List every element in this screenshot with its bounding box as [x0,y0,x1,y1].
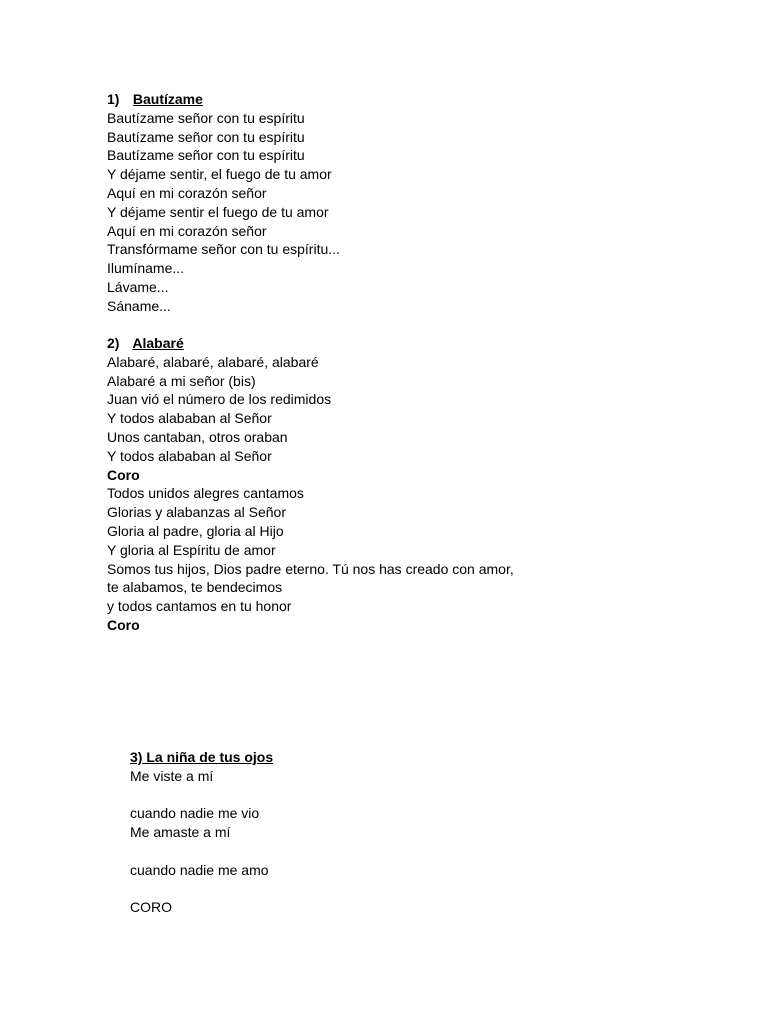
lyric-line: Juan vió el número de los redimidos [107,391,332,408]
lyric-line: Todos unidos alegres cantamos [107,485,304,502]
song-1 [107,90,340,316]
lyric-line: Y déjame sentir el fuego de tu amor [107,203,329,220]
lyric-line: Lávame... [107,278,169,295]
lyric-line: Sáname... [107,297,171,314]
coro-label-song-3: CORO [130,899,172,916]
blank-line [130,842,273,861]
lyric-line: Bautízame señor con tu espíritu [107,147,305,164]
lyric-line: Y déjame sentir, el fuego de tu amor [107,166,332,183]
lyric-line: Somos tus hijos, Dios padre eterno. Tú nos has creado con amor, [107,560,514,577]
coro-label: Coro [107,466,140,483]
lyric-line: Unos cantaban, otros oraban [107,428,288,445]
lyric-line: Me amaste a mí [130,824,231,841]
lyric-line: Y gloria al Espíritu de amor [107,541,276,558]
song-1-title-text: Bautízame [132,91,203,107]
blank-line [130,786,273,805]
song-1-number: 1) [107,91,120,107]
song-3-title-text: 3) La niña de tus ojos [130,749,274,765]
lyric-line: Aquí en mi corazón señor [107,184,267,201]
song-3 [130,748,273,917]
song-3-title [130,748,273,767]
song-1-title [107,90,340,109]
lyric-line: Bautízame señor con tu espíritu [107,128,305,145]
lyric-line: Ilumíname... [107,260,185,277]
blank-line [130,880,273,899]
lyric-line: Y todos alababan al Señor [107,447,272,464]
song-2-title-text: Alabaré [132,335,184,351]
lyric-line: Gloria al padre, gloria al Hijo [107,522,284,539]
lyric-line: cuando nadie me vio [130,805,260,822]
lyric-line: Glorias y alabanzas al Señor [107,504,286,521]
lyric-line: Alabaré a mi señor (bis) [107,372,256,389]
song-2 [107,334,514,635]
lyric-line: Me viste a mí [130,767,214,784]
song-2-number: 2) [107,335,120,351]
lyric-line: Alabaré, alabaré, alabaré, alabaré [107,353,319,370]
lyric-line: Transfórmame señor con tu espíritu... [107,241,340,258]
lyric-line: Aquí en mi corazón señor [107,222,267,239]
lyric-line: te alabamos, te bendecimos [107,579,283,596]
lyric-line: y todos cantamos en tu honor [107,598,292,615]
lyric-line: cuando nadie me amo [130,861,269,878]
song-2-title [107,334,514,353]
lyric-line: Y todos alababan al Señor [107,410,272,427]
lyric-line: Bautízame señor con tu espíritu [107,109,305,126]
coro-label-end: Coro [107,616,140,633]
